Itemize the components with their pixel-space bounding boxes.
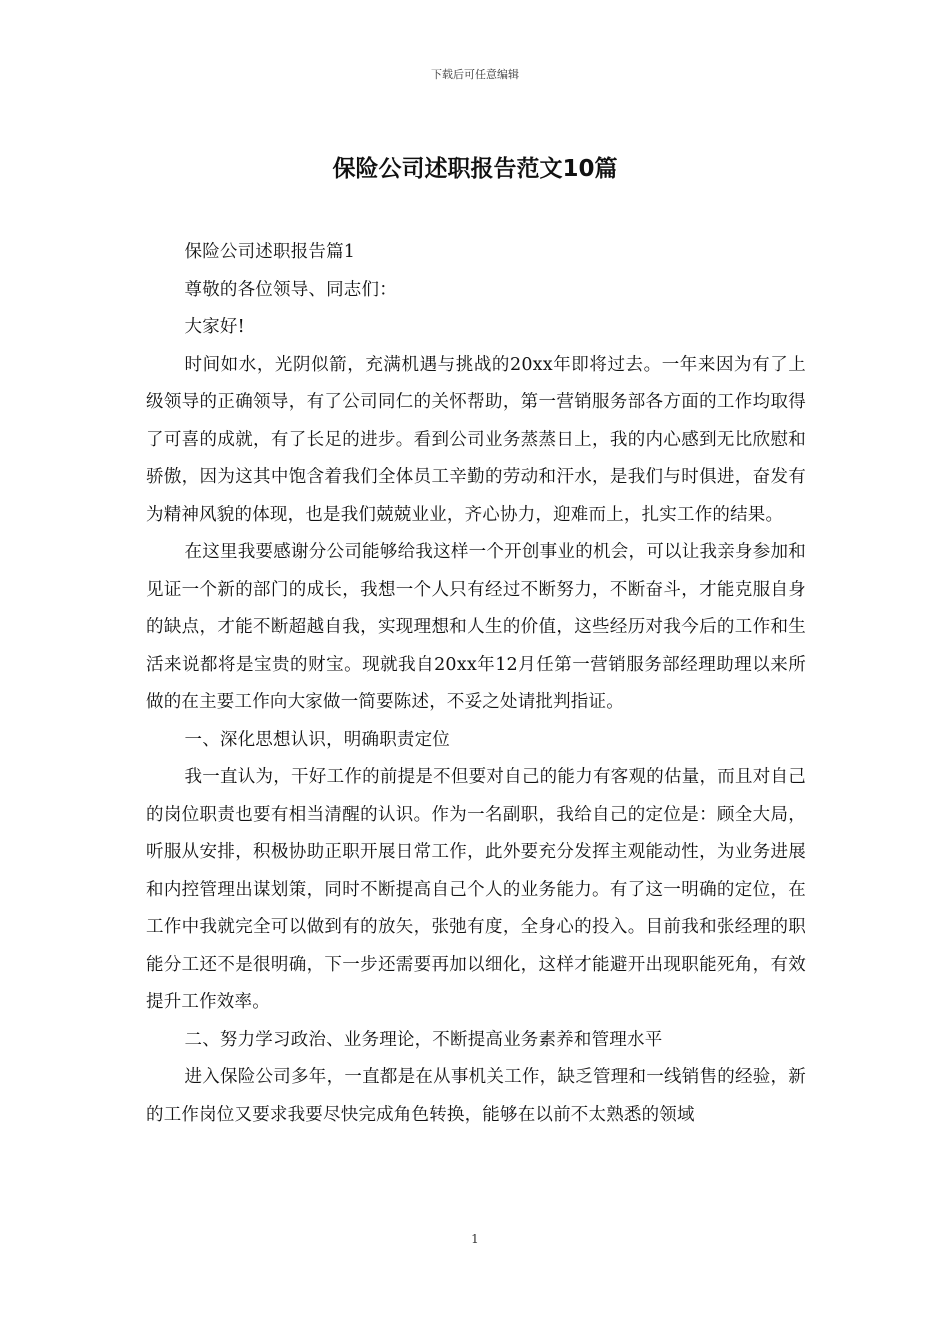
body-paragraph: 时间如水，光阴似箭，充满机遇与挑战的20xx年即将过去。一年来因为有了上级领导的正确领导，有了公司同仁的关怀帮助，第一营销服务部各方面的工作均取得了可喜的成就，有了长足的进步。看到公司业务蒸蒸日上，我的内心感到无比欣慰和骄傲，因为这其中饱含着我们全体员工辛勤的劳动和汗水，是我们与时俱进，奋发有为精神风貌的体现，也是我们兢兢业业，齐心协力，迎难而上，扎实工作的结果。 bbox=[146, 354, 806, 525]
page-number: 1 bbox=[471, 1232, 479, 1246]
greeting: 大家好! bbox=[184, 317, 245, 337]
subsection-heading: 一、深化思想认识，明确职责定位 bbox=[184, 729, 450, 750]
document-title: 保险公司述职报告范文10篇 bbox=[332, 156, 618, 182]
salutation: 尊敬的各位领导、同志们： bbox=[184, 279, 397, 300]
body-paragraph: 在这里我要感谢分公司能够给我这样一个开创事业的机会，可以让我亲身参加和见证一个新的部门的成长，我想一个人只有经过不断努力，不断奋斗，才能克服自身的缺点，才能不断超越自我，实现理想和人生的价值，这些经历对我今后的工作和生活来说都将是宝贵的财宝。现就我自20xx年12月任第一营销服务部经理助理以来所做的在主要工作向大家做一简要陈述，不妥之处请批判指证。 bbox=[146, 542, 806, 712]
subsection-heading: 二、努力学习政治、业务理论，不断提高业务素养和管理水平 bbox=[184, 1029, 663, 1050]
body-paragraph: 我一直认为，干好工作的前提是不但要对自己的能力有客观的估量，而且对自己的岗位职责也要有相当清醒的认识。作为一名副职，我给自己的定位是：顾全大局，听服从安排，积极协助正职开展日常工作，此外要充分发挥主观能动性，为业务进展和内控管理出谋划策，同时不断提高自己个人的业务能力。有了这一明确的定位，在工作中我就完全可以做到有的放矢，张弛有度，全身心的投入。目前我和张经理的职能分工还不是很明确，下一步还需要再加以细化，这样才能避开出现职能死角，有效提升工作效率。 bbox=[146, 767, 806, 1012]
page-header-note: 下载后可任意编辑 bbox=[431, 68, 519, 81]
body-paragraph: 进入保险公司多年，一直都是在从事机关工作，缺乏管理和一线销售的经验，新的工作岗位又要求我要尽快完成角色转换，能够在以前不太熟悉的领域 bbox=[146, 1067, 806, 1125]
document-body bbox=[146, 234, 806, 1134]
section-heading: 保险公司述职报告篇1 bbox=[184, 242, 356, 262]
